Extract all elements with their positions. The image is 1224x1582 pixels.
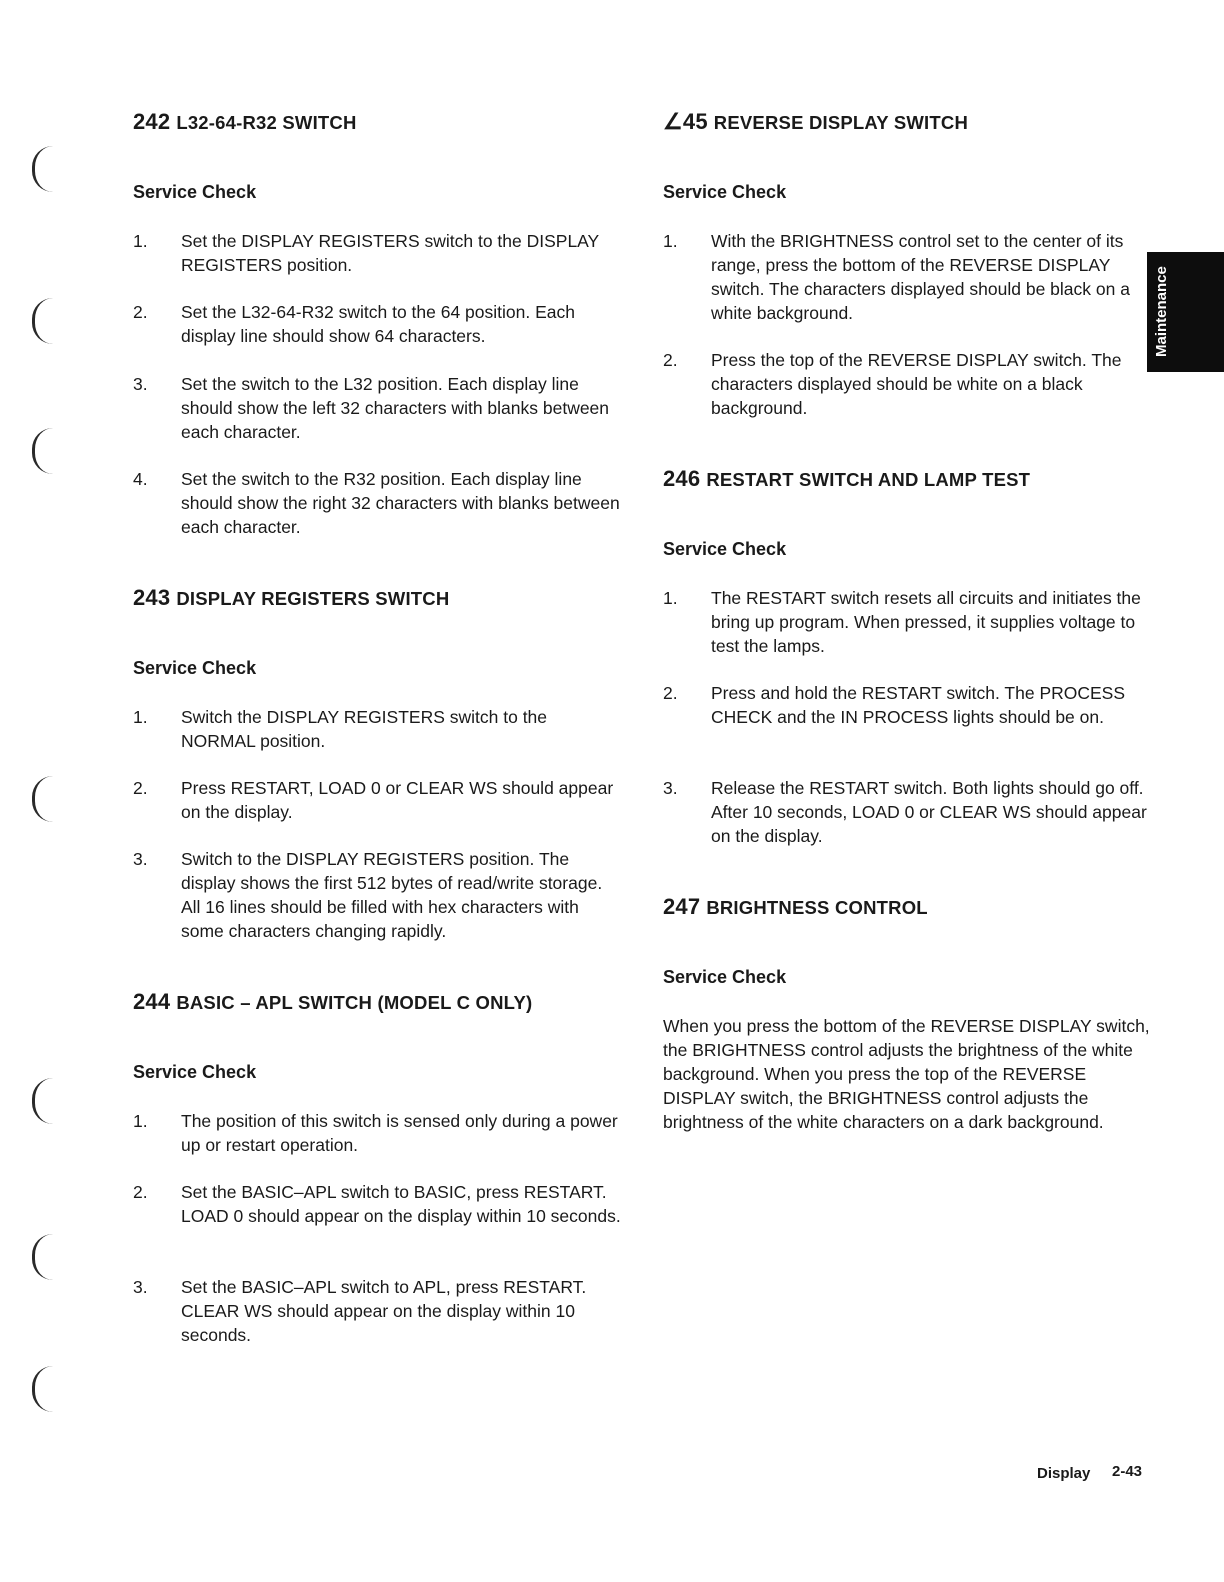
service-check-label: Service Check bbox=[133, 182, 257, 202]
service-check-label: Service Check bbox=[663, 967, 787, 987]
binder-mark bbox=[32, 776, 53, 822]
section-heading bbox=[663, 109, 1153, 135]
section-title: BRIGHTNESS CONTROL bbox=[706, 897, 928, 918]
list-item: 1. With the BRIGHTNESS control set to the center of its range, press the bottom of the REVERSE DISPLAY switch. The characters displayed should be black on a white background. bbox=[663, 231, 1130, 323]
binder-mark bbox=[32, 428, 53, 474]
section-number: ∠45 bbox=[663, 109, 708, 134]
page-number: 2-43 bbox=[1112, 1463, 1143, 1480]
section-heading bbox=[133, 989, 623, 1015]
binder-mark bbox=[32, 1078, 53, 1124]
list-item: 2. Press the top of the REVERSE DISPLAY switch. The characters displayed should be white on a black background. bbox=[663, 350, 1122, 418]
service-check-label: Service Check bbox=[133, 1062, 257, 1082]
section-tab-label: Maintenance bbox=[1153, 266, 1170, 358]
section-number: 247 bbox=[663, 894, 701, 919]
section-247 bbox=[663, 894, 1153, 1132]
section-title: BASIC – APL SWITCH (MODEL C ONLY) bbox=[176, 992, 533, 1013]
list-item: 1. The position of this switch is sensed only during a power up or restart operation. bbox=[133, 1111, 618, 1155]
section-number: 244 bbox=[133, 989, 171, 1014]
binder-mark bbox=[32, 1366, 53, 1412]
section-title: REVERSE DISPLAY SWITCH bbox=[713, 112, 969, 133]
list-item: 1. Set the DISPLAY REGISTERS switch to the DISPLAY REGISTERS position. bbox=[133, 231, 599, 275]
service-check-label: Service Check bbox=[133, 658, 257, 678]
service-check-label: Service Check bbox=[663, 539, 787, 559]
list-item: 3. Set the BASIC–APL switch to APL, press RESTART. CLEAR WS should appear on the display within 10 seconds. bbox=[133, 1277, 587, 1345]
section-242 bbox=[133, 109, 623, 537]
footer-section-label: Display bbox=[1037, 1465, 1091, 1482]
list-item: 2. Press and hold the RESTART switch. The PROCESS CHECK and the IN PROCESS lights should be on. bbox=[663, 683, 1126, 727]
binder-mark bbox=[32, 298, 53, 344]
list-item: 2. Set the L32-64-R32 switch to the 64 position. Each display line should show 64 characters. bbox=[133, 302, 575, 346]
section-title: RESTART SWITCH AND LAMP TEST bbox=[706, 469, 1031, 490]
section-title: L32-64-R32 SWITCH bbox=[176, 112, 357, 133]
section-243 bbox=[133, 585, 623, 941]
list-item: 3. Set the switch to the L32 position. Each display line should show the left 32 characters with blanks between each character. bbox=[133, 374, 610, 442]
section-heading bbox=[133, 109, 623, 135]
service-check-label: Service Check bbox=[663, 182, 787, 202]
section-245 bbox=[663, 109, 1153, 418]
list-item: 2. Set the BASIC–APL switch to BASIC, press RESTART. LOAD 0 should appear on the display within 10 seconds. bbox=[133, 1182, 621, 1226]
section-paragraph: When you press the bottom of the REVERSE DISPLAY switch, the BRIGHTNESS control adjusts the brightness of the white background. When you press the top of the REVERSE DISPLAY switch, the BRIGHTNESS control adjusts the brightness of the white characters on a dark background. bbox=[663, 1016, 1150, 1132]
binder-mark bbox=[32, 1234, 53, 1280]
list-item: 3. Release the RESTART switch. Both lights should go off. After 10 seconds, LOAD 0 or CLEAR WS should appear on the display. bbox=[663, 778, 1147, 846]
section-244 bbox=[133, 989, 623, 1345]
list-item: 1. The RESTART switch resets all circuits and initiates the bring up program. When pressed, it supplies voltage to test the lamps. bbox=[663, 588, 1141, 656]
section-heading bbox=[663, 466, 1153, 492]
section-number: 242 bbox=[133, 109, 171, 134]
list-item: 3. Switch to the DISPLAY REGISTERS position. The display shows the first 512 bytes of read/write storage. All 16 lines should be filled with hex characters with some characters changing rapidly. bbox=[133, 849, 603, 941]
binder-mark bbox=[32, 146, 53, 192]
section-heading bbox=[663, 894, 1153, 920]
section-number: 243 bbox=[133, 585, 171, 610]
section-heading bbox=[133, 585, 623, 611]
section-title: DISPLAY REGISTERS SWITCH bbox=[176, 588, 450, 609]
list-item: 1. Switch the DISPLAY REGISTERS switch to the NORMAL position. bbox=[133, 707, 548, 751]
section-246 bbox=[663, 466, 1153, 846]
list-item: 2. Press RESTART, LOAD 0 or CLEAR WS should appear on the display. bbox=[133, 778, 614, 822]
section-number: 246 bbox=[663, 466, 701, 491]
list-item: 4. Set the switch to the R32 position. Each display line should show the right 32 characters with blanks between each character. bbox=[133, 469, 620, 537]
